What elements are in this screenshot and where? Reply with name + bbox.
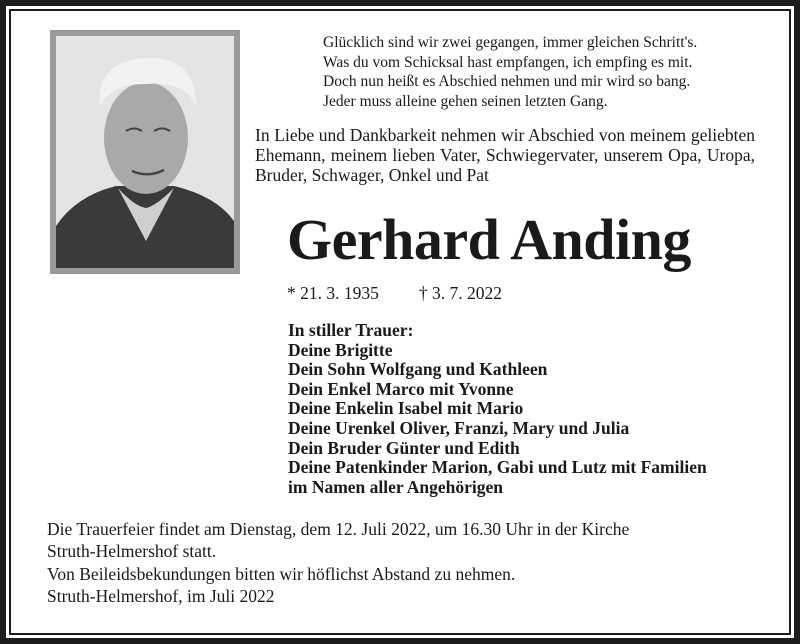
poem-line: Glücklich sind wir zwei gegangen, immer gleichen Schritt's. — [323, 34, 698, 51]
poem-line: Jeder muss alleine gehen seinen letzten Gang. — [323, 92, 608, 110]
mourners-heading: In stiller Trauer: — [288, 320, 414, 340]
poem-line: Doch nun heißt es Abschied nehmen und mir wird so bang. — [323, 73, 691, 90]
funeral-line: Die Trauerfeier findet am Dienstag, dem 12. Juli 2022, um 16.30 Uhr in der Kirche — [47, 519, 630, 539]
mourner: Dein Bruder Günter und Edith — [288, 437, 520, 458]
mourner: Dein Enkel Marco mit Yvonne — [288, 378, 514, 399]
condolence-note: Von Beileidsbekundungen bitten wir höflichst Abstand zu nehmen. — [47, 564, 516, 584]
funeral-line: Struth-Helmershof statt. — [47, 540, 217, 561]
death-date: † 3. 7. 2022 — [418, 283, 502, 303]
life-dates — [287, 283, 502, 304]
mourner: Deine Patenkinder Marion, Gabi und Lutz mit Familien — [288, 457, 707, 478]
deceased-name: Gerhard Anding — [287, 207, 691, 272]
birth-date: * 21. 3. 1935 — [287, 283, 379, 303]
poem-line: Was du vom Schicksal hast empfangen, ich empfing es mit. — [323, 53, 693, 71]
mourner: Dein Sohn Wolfgang und Kathleen — [288, 359, 548, 380]
mourner: Deine Urenkel Oliver, Franzi, Mary und Julia — [288, 417, 630, 438]
place-date: Struth-Helmershof, im Juli 2022 — [47, 585, 275, 606]
mourner: Deine Enkelin Isabel mit Mario — [288, 398, 524, 419]
mourners-list — [288, 321, 707, 497]
intro-text: In Liebe und Dankbarkeit nehmen wir Abschied von meinem geliebten Ehemann, meinem lieben Vater, Schwiegervater, unserem Opa, Uropa, Bruder, Schwager, Onkel und Pat — [255, 125, 755, 185]
mourner: Deine Brigitte — [288, 339, 393, 360]
poem — [323, 33, 697, 111]
mourner: im Namen aller Angehörigen — [288, 476, 504, 497]
portrait-photo — [50, 30, 240, 274]
funeral-info — [47, 519, 629, 607]
